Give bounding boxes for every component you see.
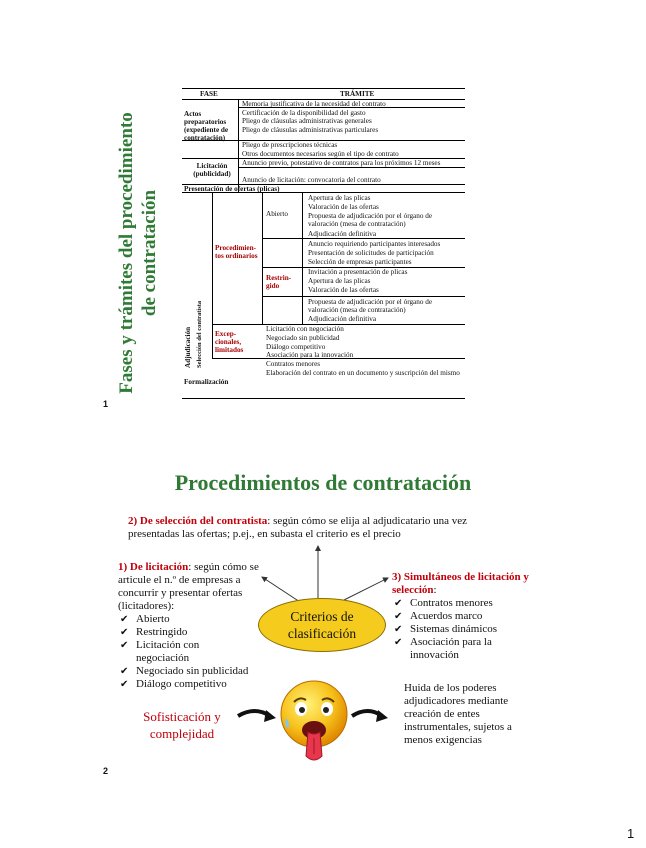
list-item: ✔ Contratos menores: [392, 597, 537, 610]
arrow-left: [262, 577, 300, 602]
restringido-item: Anuncio requiriendo participantes interesados: [308, 240, 441, 248]
licitacion-label: Licitación (publicidad): [193, 162, 231, 178]
list-item: ✔ Negociado sin publicidad: [118, 665, 266, 678]
sofisticacion-text: [130, 708, 234, 742]
list-item: ✔ Asociación para la innovación: [392, 636, 510, 662]
header-tramite: TRÁMITE: [340, 90, 375, 98]
criterios-ellipse: [258, 598, 386, 652]
slide2-title: Procedimientos de contratación: [174, 470, 472, 495]
restringido-item: Invitación a presentación de plicas: [308, 268, 408, 276]
abierto-label: Abierto: [266, 210, 288, 218]
restringido-label: Restrin-gido: [266, 274, 292, 290]
actos-item: Pliego de prescripciones técnicas: [242, 141, 338, 149]
abierto-item: Propuesta de adjudicación por el órgano de valoración (mesa de contratación): [308, 212, 433, 228]
list-item: ✔ Sistemas dinámicos: [392, 623, 537, 636]
actos-item: Memoria justificativa de la necesidad del contrato: [242, 100, 386, 108]
excepcionales-item: Diálogo competitivo: [266, 343, 326, 351]
procedimientos-ordinarios-label: Procedimien-tos ordinarios: [215, 244, 258, 260]
slide1-title-line2: de contratación: [139, 189, 160, 316]
slide2-number: 2: [103, 766, 109, 776]
list-item: ✔ Acuerdos marco: [392, 610, 537, 623]
excepcionales-item: Asociación para la innovación: [266, 351, 354, 359]
actos-item: Pliego de cláusulas administrativas particulares: [242, 126, 379, 134]
restringido-item: Adjudicación definitiva: [308, 315, 377, 323]
sofisticacion-line1: Sofisticación y: [143, 709, 221, 724]
abierto-item: Apertura de las plicas: [308, 194, 371, 202]
distressed-face-icon: [278, 678, 350, 764]
licitacion-item: Anuncio de licitación: convocatoria del contrato: [242, 176, 381, 184]
list-item: ✔ Diálogo competitivo: [118, 678, 266, 691]
licitacion-item: Anuncio previo, potestativo de contratos para los próximos 12 meses: [242, 159, 441, 167]
slide1-number: 1: [103, 399, 109, 409]
restringido-item: Selección de empresas participantes: [308, 258, 412, 266]
list-item: ✔ Abierto: [118, 613, 266, 626]
sheet-number: 1: [627, 826, 635, 841]
restringido-item: Apertura de las plicas: [308, 277, 371, 285]
presentacion-label: Presentación de ofertas (plicas): [184, 185, 280, 193]
seleccion-heading: 2) De selección del contratista: [128, 515, 268, 527]
slide1-title-line1: Fases y trámites del procedimiento: [116, 111, 137, 394]
ellipse-line2: clasificación: [287, 626, 357, 641]
excepcionales-item: Licitación con negociación: [266, 325, 344, 333]
adjudicacion-label: Adjudicación: [184, 326, 192, 368]
seleccion-label: Selección del contratista: [196, 300, 203, 368]
formalizacion-item: Elaboración del contrato en un documento y suscripción del mismo: [266, 369, 460, 377]
actos-item: Pliego de cláusulas administrativas generales: [242, 117, 372, 125]
licitacion-heading: 1) De licitación: [118, 561, 189, 573]
restringido-item: Valoración de las ofertas: [308, 286, 379, 294]
ellipse-line1: Criterios de: [290, 609, 354, 624]
formalizacion-label: Formalización: [184, 378, 229, 386]
sofisticacion-line2: complejidad: [149, 726, 215, 741]
restringido-item: Propuesta de adjudicación por el órgano de valoración (mesa de contratación): [308, 298, 433, 314]
abierto-item: Adjudicación definitiva: [308, 230, 377, 238]
simultaneos-colon: :: [433, 584, 437, 596]
licitacion-text: : según cómo se articule el n.º de empresas a concurrir y presentar ofertas (licitadores):: [118, 561, 259, 612]
huida-text: Huida de los poderes adjudicadores mediante creación de entes instrumentales, sujetos a menos exigencias: [404, 682, 512, 746]
actos-item: Otros documentos necesarios según el tipo de contrato: [242, 150, 399, 158]
restringido-item: Presentación de solicitudes de participación: [308, 249, 434, 257]
actos-label: Actos preparatorios (expediente de contratación): [184, 110, 229, 142]
excepcionales-item: Negociado sin publicidad: [266, 334, 340, 342]
seleccion-text: : según cómo se elija al adjudicatario una vez presentadas las ofertas; p.ej., en subasta el criterio es el precio: [128, 515, 468, 540]
abierto-item: Valoración de las ofertas: [308, 203, 379, 211]
formalizacion-item: Contratos menores: [266, 360, 321, 368]
actos-item: Certificación de la disponibilidad del gasto: [242, 109, 366, 117]
list-item: ✔ Restringido: [118, 626, 266, 639]
header-fase: FASE: [200, 90, 218, 98]
simultaneos-heading: 3) Simultáneos de licitación y selección: [392, 571, 529, 596]
list-item: ✔ Licitación con negociación: [118, 639, 241, 665]
excepcionales-label: Excep-cionales, limitados: [215, 330, 244, 354]
arrow-right: [340, 578, 388, 602]
